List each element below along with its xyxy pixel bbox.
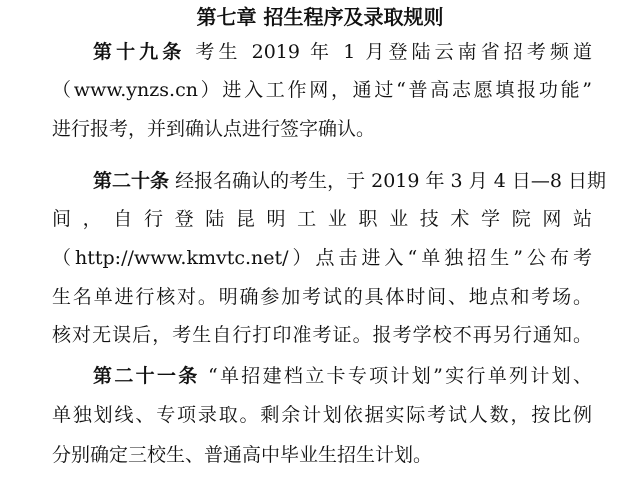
article-21-text-1: “单招建档立卡专项计划”实行单列计划、: [207, 365, 592, 387]
article-19-text-1: 考生 2019 年 1 月登陆云南省招考频道: [195, 41, 592, 63]
article-20-text-1: 经报名确认的考生，于 2019 年 3 月 4 日—8 日期: [175, 170, 606, 192]
article-20-line-2: 间，自行登陆昆明工业职业技术学院网站: [52, 208, 592, 230]
article-21-line-2: 单独划线、专项录取。剩余计划依据实际考试人数，按比例: [52, 404, 592, 426]
article-21-label: 第二十一条: [93, 365, 200, 387]
article-20-line-1: [93, 168, 606, 194]
article-21-line-3: 分别确定三校生、普通高中毕业生招生计划。: [52, 444, 433, 466]
article-20-line-3: （http://www.kmvtc.net/）点击进入“单独招生”公布考: [52, 247, 592, 269]
article-21-line-1: [93, 363, 592, 389]
chapter-title: 第七章 招生程序及录取规则: [196, 5, 444, 29]
article-19-line-3: 进行报考，并到确认点进行签字确认。: [52, 118, 376, 140]
article-20-label: 第二十条: [93, 170, 170, 192]
article-19-line-1: [93, 39, 592, 65]
article-19-label: 第十九条: [93, 41, 186, 63]
article-20-line-5: 核对无误后，考生自行打印准考证。报考学校不再另行通知。: [52, 324, 592, 346]
article-20-line-4: 生名单进行核对。明确参加考试的具体时间、地点和考场。: [52, 286, 592, 308]
article-19-line-2: （www.ynzs.cn）进入工作网，通过“普高志愿填报功能”: [52, 79, 592, 101]
